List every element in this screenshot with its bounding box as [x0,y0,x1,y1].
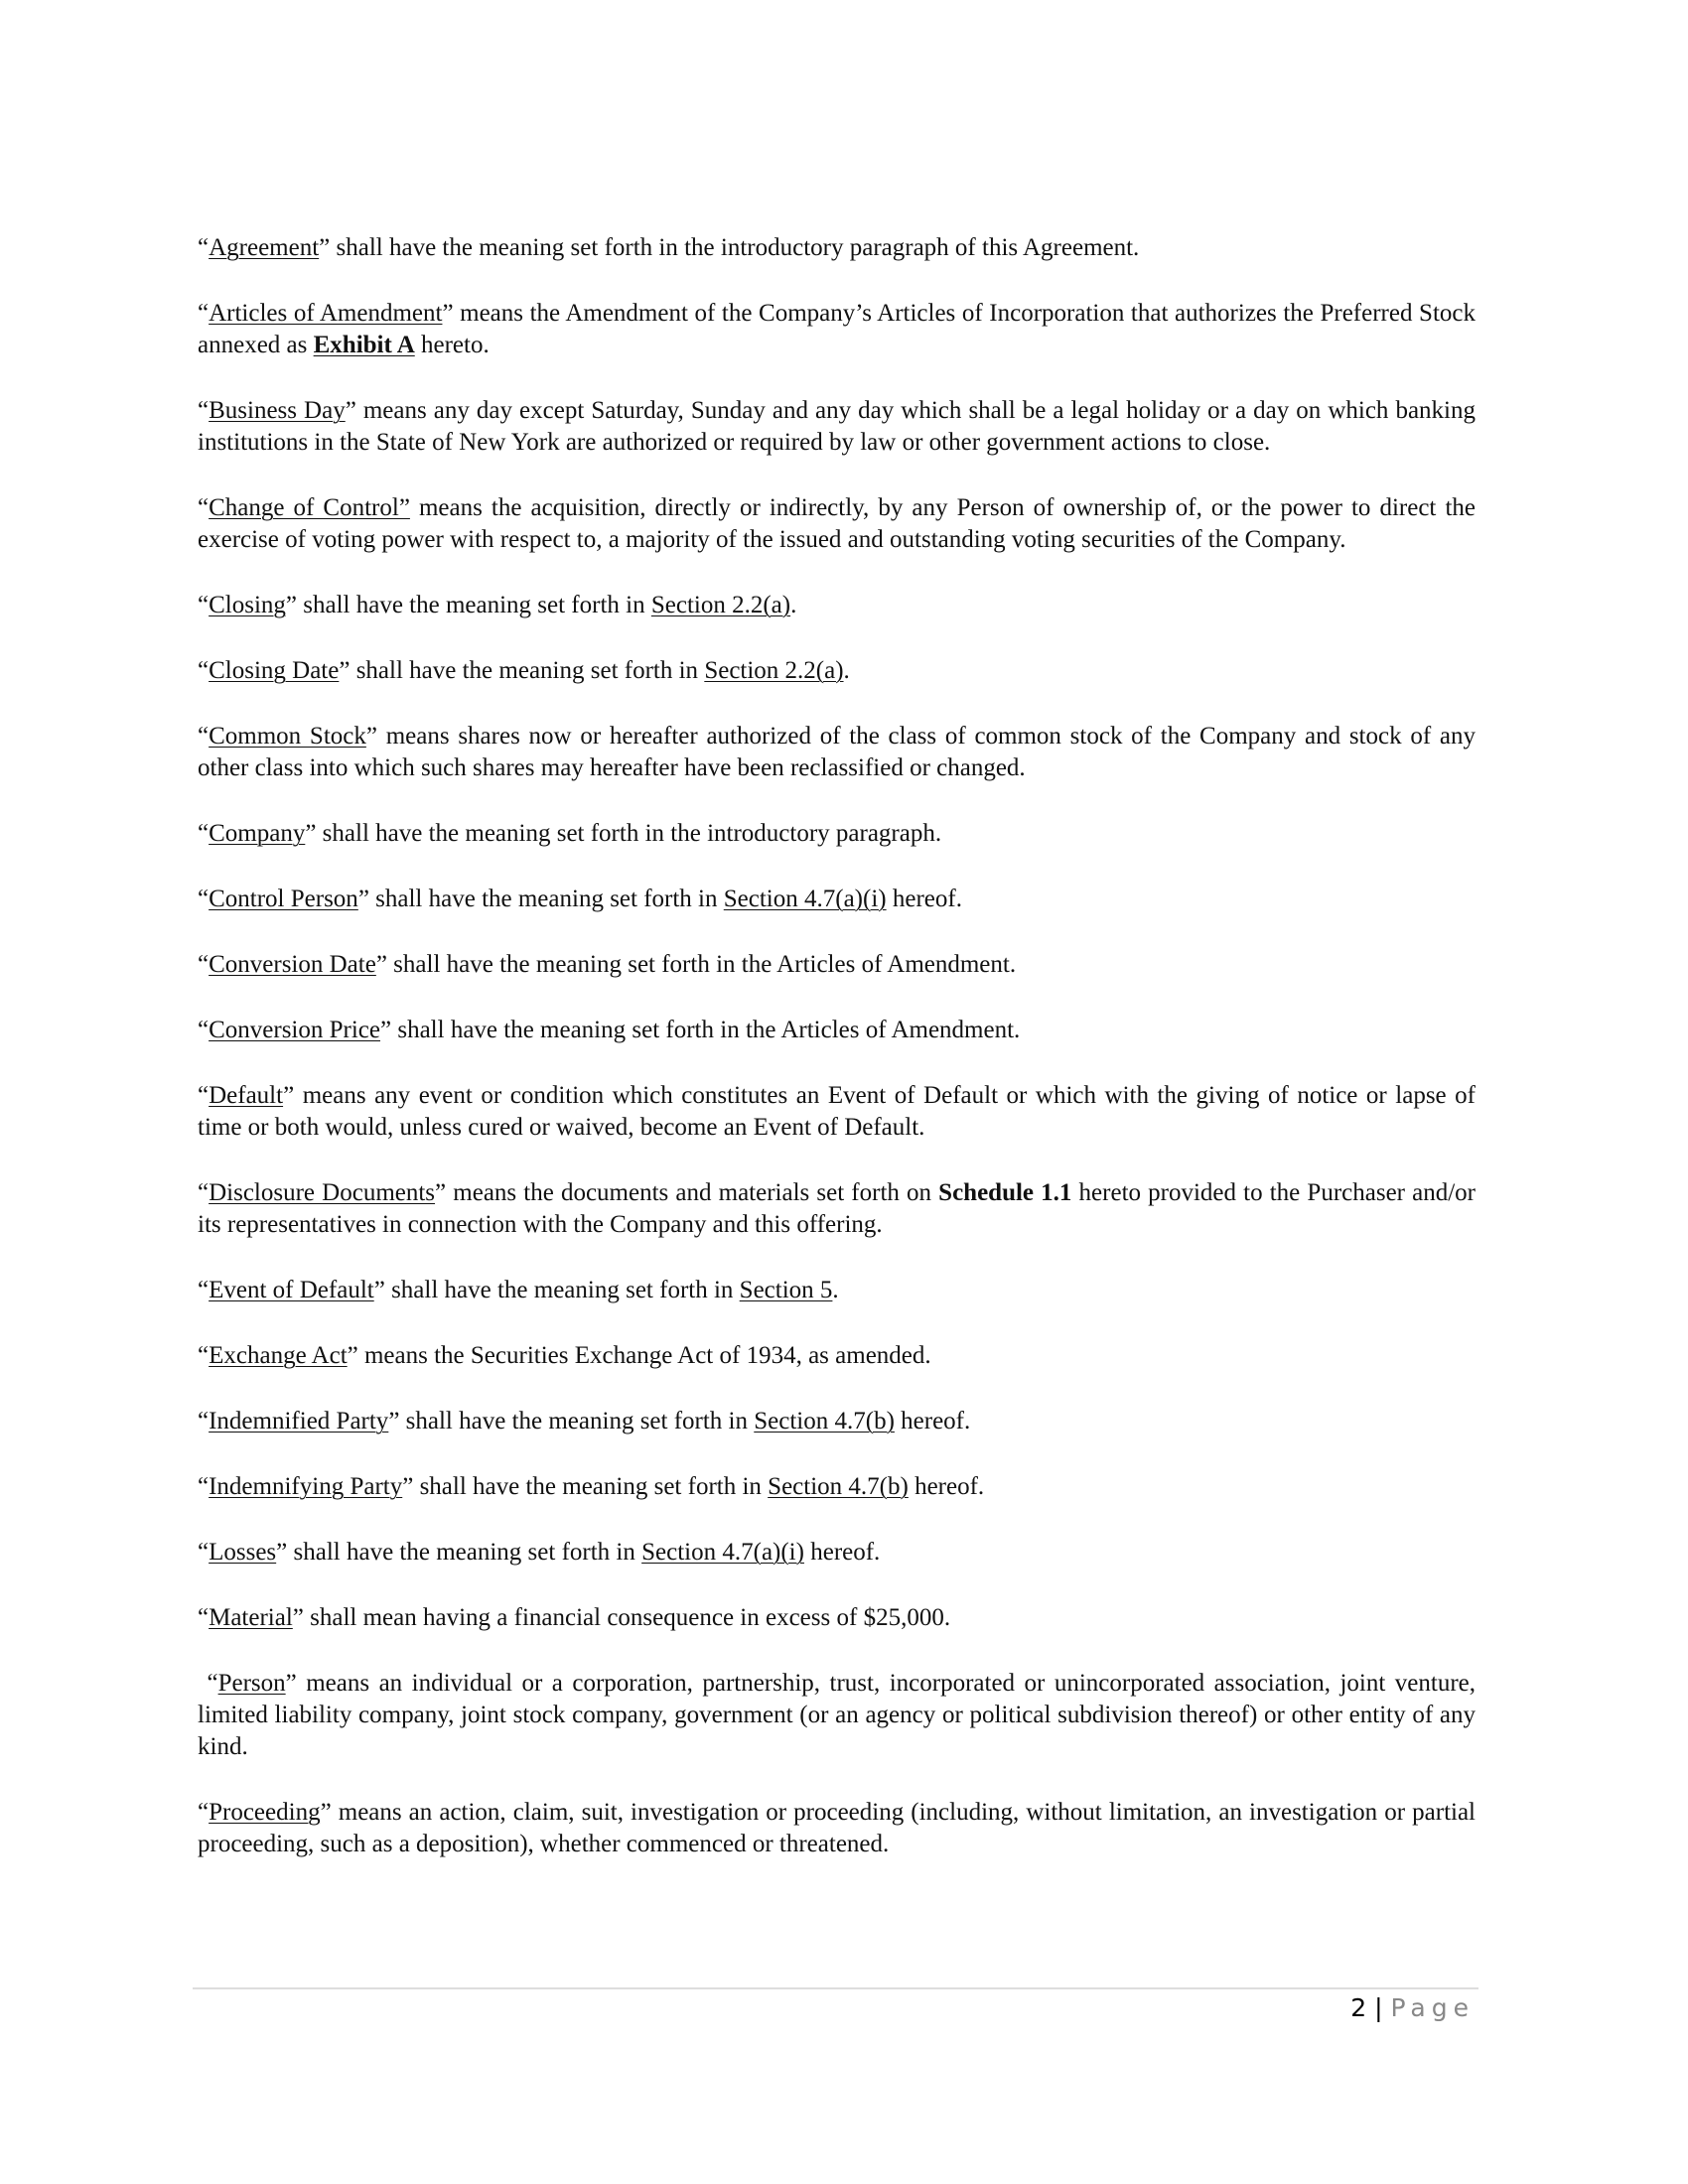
definition-text: ” means shares now or hereafter authorized of the class of common stock of the Company and stock of any other class into which such shares may hereafter have been reclassified or changed. [198,723,1476,781]
definition-text: “ [198,1017,210,1043]
page-footer [1350,1993,1475,2022]
cross-reference: Section 2.2(a) [650,592,791,618]
defined-term: Closing Date [209,657,340,684]
definition-text: . [790,592,797,618]
page-label: Page [1390,1993,1475,2022]
defined-term: Indemnifying Party [209,1473,403,1500]
footer-divider [193,1987,1478,1989]
definition-text: “ [198,886,210,912]
defined-term: Closing [209,592,286,618]
definition-text: “ [198,1473,210,1500]
definition-text: hereof. [803,1539,881,1566]
definition-text: ” shall have the meaning set forth in [285,592,651,618]
definition-paragraph [198,1275,1476,1306]
defined-term: Articles of Amendment [209,300,443,327]
definition-paragraph [198,492,1476,556]
definition-text: ” means any event or condition which constitutes an Event of Default or which with the giving of notice or lapse of time or both would, unless cured or waived, become an Event of Default. [198,1082,1476,1141]
definition-text: “ [198,1277,210,1303]
definition-text: . [832,1277,839,1303]
definition-text: means the acquisition, directly or indirectly, by any Person of ownership of, or the power to direct the exercise of voting power with respect to, a majority of the issued and outstanding voting securities of the Company. [198,494,1476,553]
definition-text: ” shall have the meaning set forth in [373,1277,740,1303]
definition-text: “ [198,1604,210,1631]
definition-text: ” shall have the meaning set forth in [276,1539,642,1566]
defined-term: Change of Control” [209,494,410,521]
definition-paragraph [198,395,1476,459]
definition-text: “ [198,397,210,424]
definition-text: hereof. [894,1408,971,1434]
definition-text: hereof. [908,1473,985,1500]
definition-text: ” shall have the meaning set forth in the Articles of Amendment. [375,951,1017,978]
cross-reference: Section 4.7(a)(i) [641,1539,804,1566]
defined-term: Default [209,1082,284,1109]
definition-paragraph [198,1537,1476,1569]
definition-text: “ [198,951,210,978]
definition-paragraph [198,1668,1476,1763]
definition-text: “ [198,657,210,684]
definition-paragraph [198,1015,1476,1046]
cross-reference: Section 4.7(b) [768,1473,909,1500]
definition-text: ” means the Securities Exchange Act of 1934, as amended. [347,1342,931,1369]
definition-paragraph [198,1797,1476,1860]
cross-reference: Section 4.7(a)(i) [723,886,887,912]
definition-text: ” means any day except Saturday, Sunday and any day which shall be a legal holiday or a day on which banking institutions in the State of New York are authorized or required by law or other government actions to close. [198,397,1477,456]
definition-paragraph [198,949,1476,981]
definition-paragraph [198,232,1476,264]
defined-term: Agreement [209,234,320,261]
cross-reference: Exhibit A [313,332,415,358]
definition-paragraph [198,1080,1476,1144]
definition-text: “ [198,1408,210,1434]
definition-paragraph [198,655,1476,687]
definition-text: “ [198,494,210,521]
definition-paragraph [198,1406,1476,1437]
defined-term: Material [209,1604,293,1631]
defined-term: Conversion Date [209,951,376,978]
definition-text: ” shall have the meaning set forth in [357,886,724,912]
definition-text: hereto. [414,332,490,358]
definition-text: “ [198,1082,210,1109]
defined-term: Proceeding [209,1799,321,1826]
definition-text: ” shall have the meaning set forth in [339,657,705,684]
definition-text: hereof. [886,886,962,912]
definition-text: ” shall have the meaning set forth in the introductory paragraph. [305,820,942,847]
definition-text: “ [198,234,210,261]
definition-paragraph [198,721,1476,784]
defined-term: Indemnified Party [209,1408,389,1434]
definition-paragraph [198,884,1476,915]
definition-text: ” means an action, claim, suit, investigation or proceeding (including, without limitation, an investigation or partial proceeding, such as a deposition), whether commenced or threatened. [198,1799,1476,1857]
defined-term: Event of Default [209,1277,374,1303]
definition-text: “ [198,1670,218,1697]
definition-text: ” shall have the meaning set forth in [402,1473,769,1500]
bold-reference: Schedule 1.1 [938,1179,1072,1206]
definition-text: ” means the documents and materials set forth on [435,1179,939,1206]
defined-term: Losses [209,1539,277,1566]
definition-text: “ [198,300,210,327]
definition-text: . [843,657,850,684]
definition-text: hereto provided to the Purchaser and/or its representatives in connection with the Company and this offering. [198,1179,1476,1238]
definition-paragraph [198,1340,1476,1372]
definition-paragraph [198,1471,1476,1503]
defined-term: Person [217,1670,286,1697]
definitions-section [198,232,1476,1894]
definition-paragraph [198,818,1476,850]
page-separator: | [1374,1993,1383,2022]
defined-term: Business Day [209,397,346,424]
definition-text: “ [198,1539,210,1566]
definition-text: “ [198,820,210,847]
definition-paragraph [198,1602,1476,1634]
definition-text: “ [198,592,210,618]
defined-term: Disclosure Documents [209,1179,436,1206]
defined-term: Conversion Price [209,1017,380,1043]
cross-reference: Section 4.7(b) [754,1408,895,1434]
definition-text: ” shall have the meaning set forth in [388,1408,755,1434]
cross-reference: Section 2.2(a) [704,657,844,684]
page-number: 2 [1350,1993,1367,2022]
defined-term: Exchange Act [209,1342,348,1369]
definition-paragraph [198,1177,1476,1241]
definition-text: ” shall have the meaning set forth in the introductory paragraph of this Agreement. [319,234,1140,261]
defined-term: Company [209,820,306,847]
definition-text: ” shall mean having a financial consequence in excess of $25,000. [292,1604,951,1631]
definition-text: “ [198,1799,210,1826]
defined-term: Control Person [209,886,358,912]
definition-text: ” means an individual or a corporation, partnership, trust, incorporated or unincorporated association, joint venture, limited liability company, joint stock company, government (or an agency or political subdivision thereof) or other entity of any kind. [198,1670,1476,1760]
definition-paragraph [198,298,1476,361]
definition-paragraph [198,590,1476,621]
definition-text: ” means the Amendment of the Company’s Articles of Incorporation that authorizes the Preferred Stock annexed as [198,300,1476,358]
definition-text: ” shall have the meaning set forth in the Articles of Amendment. [380,1017,1021,1043]
definition-text: “ [198,723,210,750]
defined-term: Common Stock [209,723,366,750]
cross-reference: Section 5 [739,1277,833,1303]
definition-text: “ [198,1342,210,1369]
definition-text: “ [198,1179,210,1206]
